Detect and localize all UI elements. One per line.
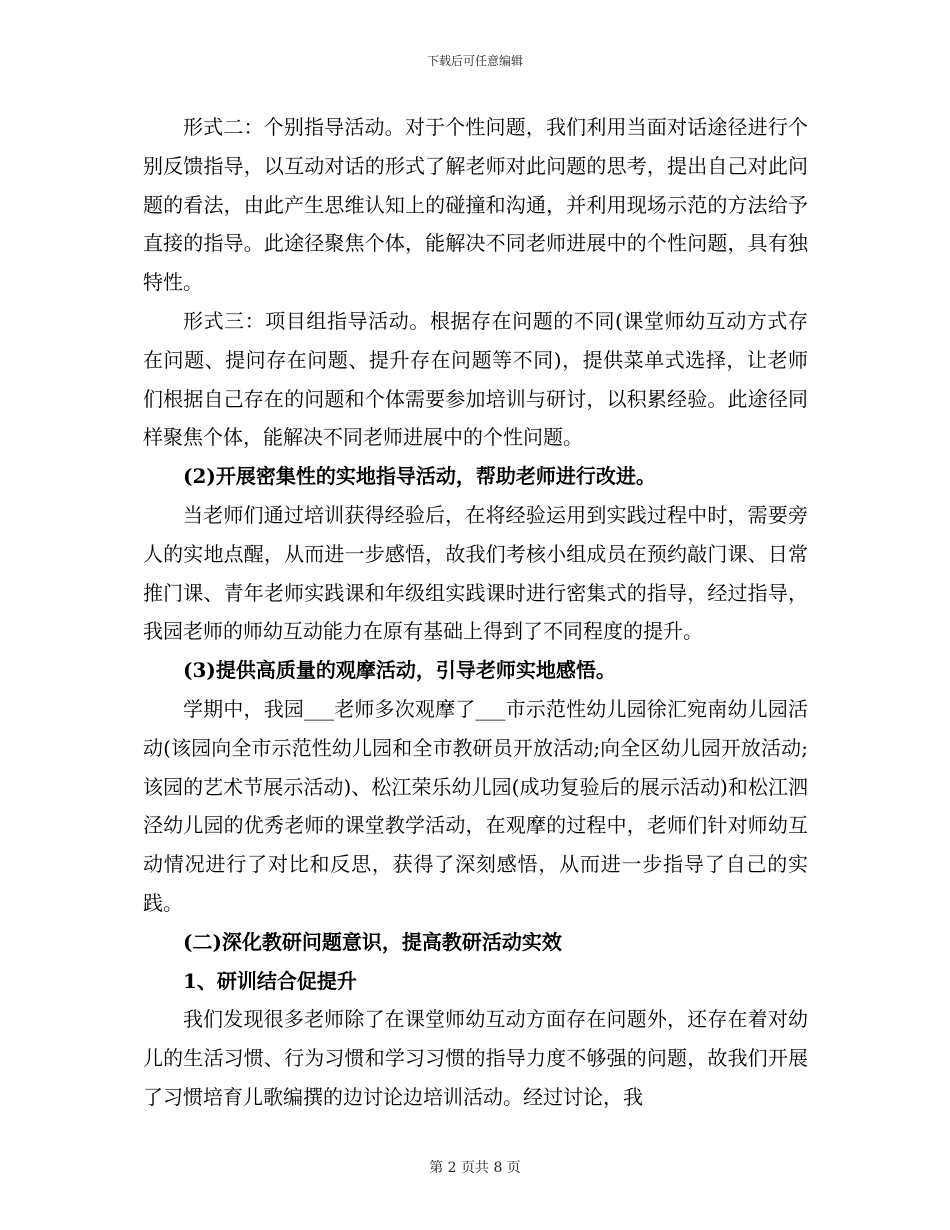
- heading-observation-activities: (3)提供高质量的观摩活动，引导老师实地感悟。: [183, 658, 616, 683]
- paragraph-form-two: 形式二：个别指导活动。对于个性问题，我们利用当面对话途径进行个别反馈指导，以互动对话的形式了解老师对此问题的思考，提出自己对此问题的看法，由此产生思维认知上的碰撞和沟通，并利用现场示范的方法给予直接的指导。此途径聚焦个体，能解决不同老师进展中的个性问题，具有独特性。: [143, 115, 808, 295]
- heading-intensive-guidance: (2)开展密集性的实地指导活动，帮助老师进行改进。: [183, 464, 656, 489]
- paragraph-intensive-guidance: 当老师们通过培训获得经验后，在将经验运用到实践过程中时，需要旁人的实地点醒，从而进一步感悟，故我们考核小组成员在预约敲门课、日常推门课、青年老师实践课和年级组实践课时进行密集式的指导，经过指导，我园老师的师幼互动能力在原有基础上得到了不同程度的提升。: [143, 502, 808, 644]
- paragraph-form-three: 形式三：项目组指导活动。根据存在问题的不同(课堂师幼互动方式存在问题、提问存在问题、提升存在问题等不同)，提供菜单式选择，让老师们根据自己存在的问题和个体需要参加培训与研讨，以积累经验。此途径同样聚焦个体，能解决不同老师进展中的个性问题。: [143, 308, 808, 450]
- section-heading-research-awareness: (二)深化教研问题意识，提高教研活动实效: [183, 929, 562, 954]
- subheading-research-training: 1、研训结合促提升: [183, 968, 357, 993]
- paragraph-research-training: 我们发现很多老师除了在课堂师幼互动方面存在问题外，还存在着对幼儿的生活习惯、行为习惯和学习习惯的指导力度不够强的问题，故我们开展了习惯培育儿歌编撰的边讨论边培训活动。经过讨论，我: [143, 1007, 808, 1109]
- document-body: [143, 108, 808, 1117]
- page-number: 第 2 页共 8 页: [429, 1160, 521, 1176]
- page-header: 下载后可任意编辑: [426, 54, 523, 68]
- paragraph-observation-activities: 学期中，我园___老师多次观摩了___市示范性幼儿园徐汇宛南幼儿园活动(该园向全市示范性幼儿园和全市教研员开放活动;向全区幼儿园开放活动;该园的艺术节展示活动)、松江荣乐幼儿园(成功复验后的展示活动)和松江泗泾幼儿园的优秀老师的课堂教学活动，在观摩的过程中，老师们针对师幼互动情况进行了对比和反思，获得了深刻感悟，从而进一步指导了自己的实践。: [143, 696, 808, 915]
